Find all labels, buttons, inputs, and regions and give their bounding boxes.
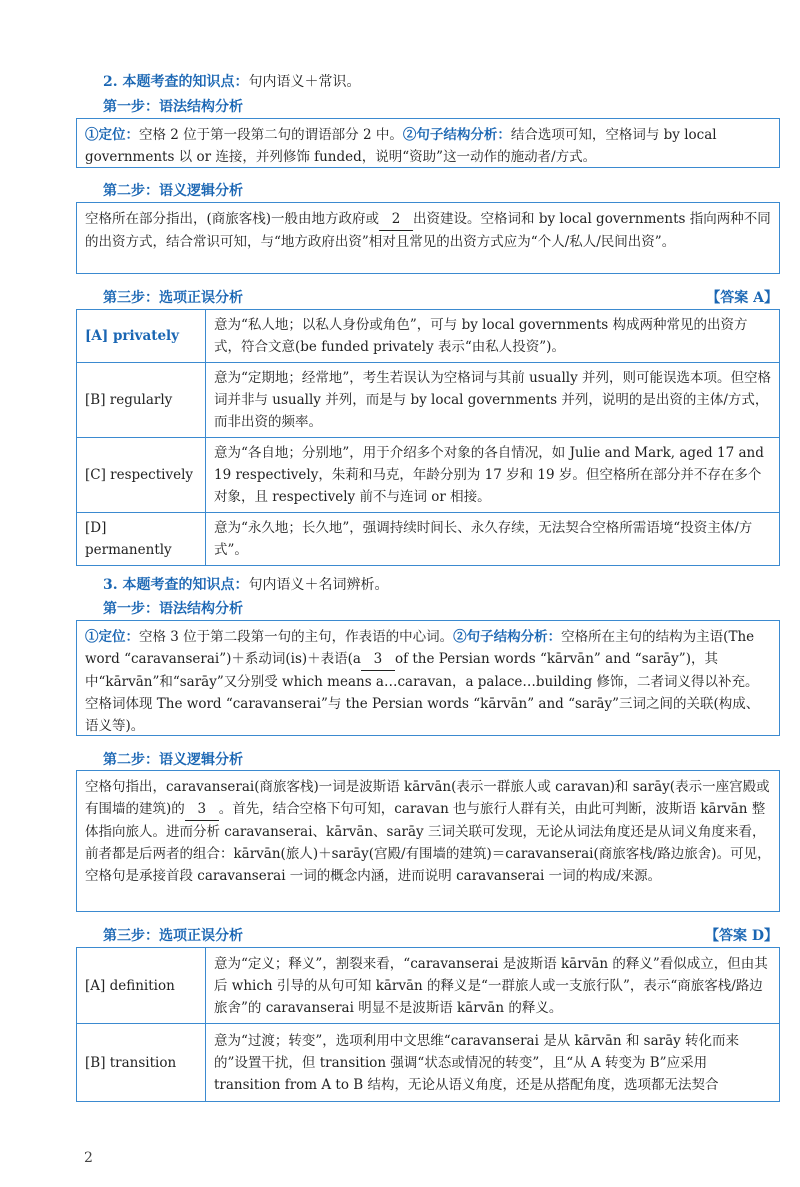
option-label: [A] privately xyxy=(77,310,206,363)
table-row xyxy=(77,310,780,363)
option-label: [A] definition xyxy=(77,948,206,1024)
table-row xyxy=(77,1024,780,1102)
q2-options-table xyxy=(76,309,780,566)
q2-answer: 【答案 A】 xyxy=(706,290,778,306)
table-row xyxy=(77,438,780,513)
q3-step3-title: 第三步：选项正误分析 xyxy=(103,928,243,944)
q3-step2-title: 第二步：语义逻辑分析 xyxy=(103,752,243,768)
blank-3: 3 xyxy=(361,648,395,671)
q3-answer: 【答案 D】 xyxy=(704,928,778,944)
q2-title: 2. 本题考查的知识点：句内语义＋常识。 xyxy=(103,74,361,90)
blank-2: 2 xyxy=(379,208,413,231)
q2-step3-title: 第三步：选项正误分析 xyxy=(103,290,243,306)
option-text: 意为“定期地；经常地”，考生若误认为空格词与其前 usually 并列，则可能误选本项。但空格词并非与 usually 并列，而是与 by local governments 并列，说明的是出资的主体/方式，而非出资的频率。 xyxy=(206,363,780,438)
option-text: 意为“各自地；分别地”，用于介绍多个对象的各自情况，如 Julie and Mark, aged 17 and 19 respectively，朱莉和马克，年龄分别为 17 岁和 19 岁。但空格所在部分并不存在多个对象，且 respectively 前不与连词 or 相接。 xyxy=(206,438,780,513)
option-text: 意为“永久地；长久地”，强调持续时间长、永久存续，无法契合空格所需语境“投资主体/方式”。 xyxy=(206,513,780,566)
q3-title: 3. 本题考查的知识点：句内语义＋名词辨析。 xyxy=(103,577,389,593)
q3-step1-title: 第一步：语法结构分析 xyxy=(103,601,243,617)
page-number: 2 xyxy=(84,1150,93,1166)
option-label: [D] permanently xyxy=(77,513,206,566)
option-text: 意为“定义；释义”，割裂来看，“caravanserai 是波斯语 kārvān 的释义”看似成立，但由其后 which 引导的从句可知 kārvān 的释义是“一群旅人或一支旅行队”，表示“商旅客栈/路边旅舍”的 caravanserai 明显不是波斯语 kārvān 的释义。 xyxy=(206,948,780,1024)
q2-step2-box: 空格所在部分指出，(商旅客栈)一般由地方政府或 2 出资建设。空格词和 by local governments 指向两种不同的出资方式，结合常识可知，与“地方政府出资”相对且常见的出资方式应为“个人/私人/民间出资”。 xyxy=(76,202,780,274)
table-row xyxy=(77,363,780,438)
table-row xyxy=(77,948,780,1024)
option-label: [C] respectively xyxy=(77,438,206,513)
q2-step1-box: ①定位：空格 2 位于第一段第二句的谓语部分 2 中。②句子结构分析：结合选项可知，空格词与 by local governments 以 or 连接，并列修饰 funded，说明“资助”这一动作的施动者/方式。 xyxy=(76,118,780,168)
option-text: 意为“过渡；转变”，选项利用中文思维“caravanserai 是从 kārvān 和 sarāy 转化而来的”设置干扰，但 transition 强调“状态或情况的转变”，且“从 A 转变为 B”应采用 transition from A to B 结构，无论从语义角度，还是从搭配角度，选项都无法契合 xyxy=(206,1024,780,1102)
option-label: [B] transition xyxy=(77,1024,206,1102)
q3-step2-box: 空格句指出，caravanserai(商旅客栈)一词是波斯语 kārvān(表示一群旅人或 caravan)和 sarāy(表示一座宫殿或有围墙的建筑)的 3 。首先，结合空格下句可知，caravan 也与旅行人群有关，由此可判断，波斯语 kārvān 整体指向旅人。进而分析 caravanserai、kārvān、sarāy 三词关联可发现，无论从词法角度还是从词义角度来看，前者都是后两者的组合：kārvān(旅人)＋sarāy(宫殿/有围墙的建筑)＝caravanserai(商旅客栈/路边旅舍)。可见，空格句是承接首段 caravanserai 一词的概念内涵，进而说明 caravanserai 一词的构成/来源。 xyxy=(76,770,780,912)
q2-step2-title: 第二步：语义逻辑分析 xyxy=(103,183,243,199)
q2-step1-title: 第一步：语法结构分析 xyxy=(103,99,243,115)
q3-step1-box: ①定位：空格 3 位于第二段第一句的主句，作表语的中心词。②句子结构分析：空格所在主句的结构为主语(The word “caravanserai”)＋系动词(is)＋表语(a 3 of the Persian words “kārvān” and “sarāy”)，其中“kārvān”和“sarāy”又分别受 which means a…caravan，a palace…building 修饰，二者词义得以补充。空格词体现 The word “caravanserai”与 the Persian words “kārvān” and “sarāy”三词之间的关联(构成、语义等)。 xyxy=(76,620,780,736)
table-row xyxy=(77,513,780,566)
blank-3b: 3 xyxy=(185,798,219,821)
option-text: 意为“私人地；以私人身份或角色”，可与 by local governments 构成两种常见的出资方式，符合文意(be funded privately 表示“由私人投资”)。 xyxy=(206,310,780,363)
option-label: [B] regularly xyxy=(77,363,206,438)
q3-options-table xyxy=(76,947,780,1102)
